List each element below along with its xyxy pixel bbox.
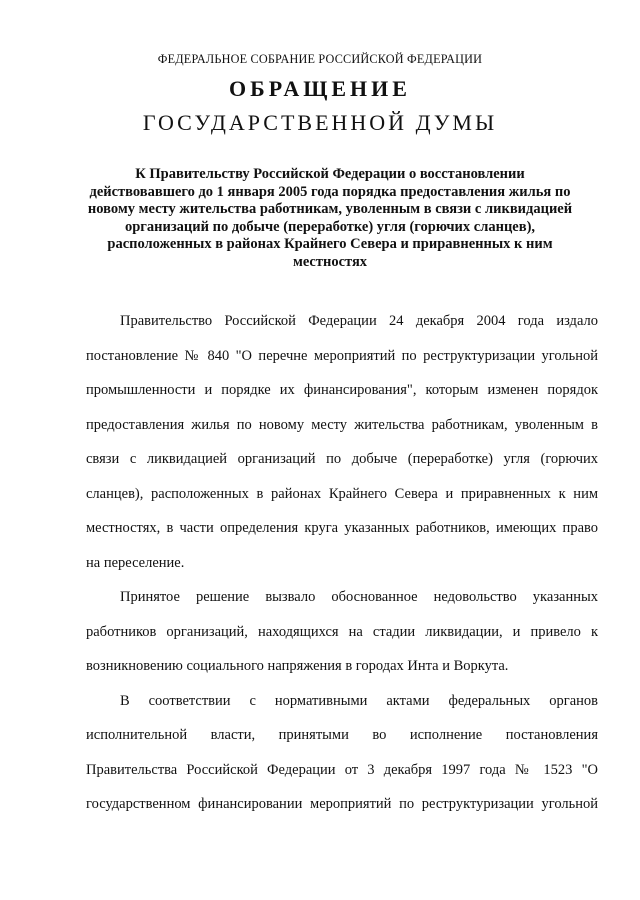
body-line: промышленности и порядке их финансирования", которым изменен порядок	[86, 382, 598, 398]
document-heading	[70, 166, 590, 271]
body-line: местностях, в части определения круга указанных работников, имеющих право	[86, 520, 598, 536]
heading-line: расположенных в районах Крайнего Севера и приравненных к ним	[107, 236, 553, 252]
body-line: Принятое решение вызвало обоснованное недовольство указанных	[120, 589, 598, 605]
heading-line: организаций по добыче (переработке) угля (горючих сланцев),	[124, 218, 536, 235]
body-line: на переселение.	[86, 555, 185, 571]
body-line: государственном финансировании мероприятий по реструктуризации угольной	[86, 796, 598, 812]
issuing-organization: ФЕДЕРАЛЬНОЕ СОБРАНИЕ РОССИЙСКОЙ ФЕДЕРАЦИИ	[157, 51, 483, 66]
body-line: работников организаций, находящихся на стадии ликвидации, и привело к	[86, 624, 598, 640]
body-line: возникновению социального напряжения в городах Инта и Воркута.	[86, 658, 509, 674]
body-line: В соответствии с нормативными актами федеральных органов	[120, 693, 598, 709]
body-line: Правительство Российской Федерации 24 декабря 2004 года издало	[120, 313, 598, 329]
heading-line: местностях	[292, 253, 368, 270]
body-line: сланцев), расположенных в районах Крайнего Севера и приравненных к ним	[86, 486, 598, 502]
body-line: постановление № 840 "О перечне мероприятий по реструктуризации угольной	[86, 348, 598, 364]
body-line: предоставления жилья по новому месту жительства работникам, уволенным в	[86, 417, 598, 433]
document-subtitle: ГОСУДАРСТВЕННОЙ ДУМЫ	[142, 110, 498, 135]
body-line: исполнительной власти, принятыми во исполнение постановления	[86, 727, 598, 743]
heading-line: К Правительству Российской Федерации о восстановлении	[135, 166, 525, 182]
body-line: связи с ликвидацией организаций по добыче (переработке) угля (горючих	[86, 451, 598, 467]
document-title: ОБРАЩЕНИЕ	[229, 76, 411, 101]
body-line: Правительства Российской Федерации от 3 декабря 1997 года № 1523 "О	[86, 762, 598, 778]
heading-line: действовавшего до 1 января 2005 года порядка предоставления жилья по	[89, 183, 571, 200]
heading-line: новому месту жительства работникам, уволенным в связи с ликвидацией	[87, 201, 573, 217]
